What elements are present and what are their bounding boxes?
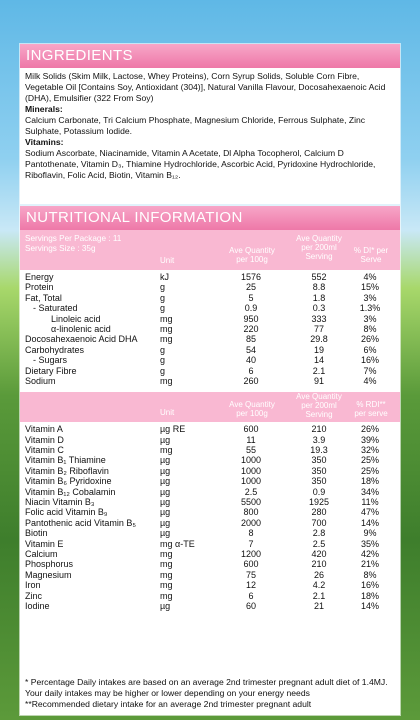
vitamin-row [20, 539, 400, 549]
nutrient-unit: µg [160, 600, 171, 611]
col-di-header: % DI* per Serve [353, 246, 389, 264]
nutrient-per-100g: 0.9 [244, 303, 258, 314]
nutrient-name: Folic acid Vitamin B₉ [25, 507, 108, 518]
col-per100-header: Ave Quantity per 100g [229, 246, 275, 264]
nutrient-row [20, 293, 400, 303]
nutrient-unit: kJ [160, 272, 169, 282]
nutrient-percent: 11% [361, 497, 379, 508]
nutrient-percent: 3% [363, 292, 377, 303]
vitamin-row [20, 507, 400, 517]
nutrient-percent: 34% [360, 486, 379, 497]
minerals-label: Minerals: [25, 104, 63, 114]
vitamin-row [20, 559, 400, 569]
vitamin-table [20, 424, 400, 611]
nutrient-unit: g [160, 303, 166, 314]
nutrient-unit: mg [160, 590, 173, 601]
nutrient-row [20, 334, 400, 344]
nutrient-per-serving: 14 [313, 355, 324, 366]
nutrient-name: Vitamin B₁₂ Cobalamin [25, 486, 116, 497]
nutrient-per-serving: 91 [313, 375, 324, 386]
nutrient-unit: mg [160, 580, 173, 591]
nutrient-table [20, 272, 400, 386]
nutrient-percent: 7% [363, 365, 377, 376]
vitamin-row [20, 601, 400, 611]
nutrient-per-100g: 600 [243, 559, 259, 570]
nutrient-per-serving: 210 [311, 424, 327, 435]
nutrient-unit: g [160, 282, 166, 293]
nutrient-per-100g: 85 [245, 334, 256, 345]
nutrient-name: Energy [25, 272, 54, 282]
nutrient-unit: mg [160, 323, 173, 334]
nutrient-row [20, 355, 400, 365]
col-serving-header: Ave Quantity per 200ml Serving [296, 234, 342, 261]
vitamin-header-row [20, 392, 400, 422]
nutrient-per-100g: 1000 [240, 455, 262, 466]
nutrient-percent: 35% [360, 538, 379, 549]
nutrient-per-serving: 0.3 [312, 303, 326, 314]
nutrient-name: Sodium [25, 375, 56, 386]
nutrient-percent: 14% [360, 517, 379, 528]
nutrition-heading: NUTRITIONAL INFORMATION [20, 206, 400, 230]
nutrient-per-serving: 2.5 [312, 538, 326, 549]
nutrient-per-serving: 19.3 [310, 445, 328, 456]
nutrient-name: Vitamin D [25, 434, 64, 445]
nutrient-name: Vitamin B₆ Pyridoxine [25, 476, 112, 487]
nutrient-name: Vitamin B₁ Thiamine [25, 455, 106, 466]
nutrient-per-100g: 1000 [240, 465, 262, 476]
nutrient-per-serving: 4.2 [312, 580, 326, 591]
nutrient-name: Vitamin C [25, 445, 64, 456]
nutrient-per-100g: 54 [245, 344, 256, 355]
nutrient-name: Pantothenic acid Vitamin B₅ [25, 517, 137, 528]
nutrient-per-serving: 333 [311, 313, 327, 324]
ingredients-body [20, 68, 400, 181]
nutrient-per-100g: 12 [245, 580, 256, 591]
vit-col-unit-header: Unit [160, 408, 175, 418]
serving-size: Servings Size : 35g [25, 244, 96, 253]
nutrient-per-serving: 21 [313, 600, 324, 611]
vitamin-row [20, 424, 400, 434]
col-unit-header: Unit [160, 256, 175, 265]
nutrient-name: Magnesium [25, 569, 72, 580]
vitamin-row [20, 570, 400, 580]
nutrient-per-100g: 600 [243, 424, 259, 435]
footnote-rdi: **Recommended dietary intake for an average 2nd trimester pregnant adult [25, 699, 312, 709]
nutrient-row [20, 345, 400, 355]
vitamin-row [20, 549, 400, 559]
nutrient-unit: mg [160, 445, 173, 456]
nutrient-per-serving: 2.1 [312, 365, 326, 376]
nutrient-per-100g: 2.5 [244, 486, 258, 497]
nutrient-per-serving: 420 [311, 548, 327, 559]
vitamin-row [20, 476, 400, 486]
nutrient-percent: 25% [360, 465, 379, 476]
nutrient-per-100g: 1576 [240, 272, 262, 282]
vit-col-per100-header: Ave Quantity per 100g [229, 400, 275, 419]
nutrient-name: - Sugars [33, 355, 68, 366]
nutrient-percent: 8% [363, 569, 377, 580]
nutrient-percent: 26% [360, 334, 379, 345]
nutrient-percent: 42% [360, 548, 379, 559]
nutrient-per-serving: 280 [311, 507, 327, 518]
vitamin-row [20, 518, 400, 528]
nutrient-percent: 16% [360, 580, 379, 591]
servings-per-package: Servings Per Package : 11 [25, 234, 122, 243]
nutrient-percent: 25% [360, 455, 379, 466]
nutrient-unit: µg [160, 476, 171, 487]
nutrient-name: Carbohydrates [25, 344, 85, 355]
nutrient-unit: µg [160, 507, 171, 518]
nutrient-name: Niacin Vitamin B₃ [25, 497, 95, 508]
nutrient-row [20, 282, 400, 292]
nutrient-unit: mg [160, 569, 173, 580]
vit-col-serving-header: Ave Quantity per 200ml Serving [296, 392, 342, 420]
nutrient-name: Vitamin E [25, 538, 64, 549]
nutrient-per-serving: 700 [311, 517, 327, 528]
nutrient-per-serving: 0.9 [312, 486, 326, 497]
nutrient-name: Calcium [25, 548, 58, 559]
nutrient-unit: µg [160, 528, 171, 539]
nutrient-per-serving: 8.8 [312, 282, 326, 293]
nutrient-per-100g: 60 [245, 600, 256, 611]
vitamins-label: Vitamins: [25, 137, 64, 147]
nutrient-unit: mg [160, 548, 173, 559]
nutrient-per-serving: 350 [311, 465, 327, 476]
serving-info [25, 234, 121, 254]
nutrient-per-100g: 40 [245, 355, 256, 366]
nutrient-name: - Saturated [33, 303, 78, 314]
nutrient-percent: 8% [363, 323, 377, 334]
nutrient-per-100g: 5500 [240, 497, 262, 508]
ingredients-main-text: Milk Solids (Skim Milk, Lactose, Whey Proteins), Corn Syrup Solids, Soluble Corn Fibre, Vegetable Oil [Contains Soy, Antioxidant (304)], Natural Vanilla Flavour, Docosahexaenoic Acid (DHA), Emulsifier (322 From Soy) [25, 71, 386, 103]
col-rdi-header: % RDI** per serve [354, 400, 388, 419]
nutrient-percent: 15% [360, 282, 379, 293]
nutrition-panel [20, 206, 400, 715]
ingredients-heading: INGREDIENTS [20, 44, 400, 68]
nutrient-per-serving: 350 [311, 476, 327, 487]
vitamin-row [20, 528, 400, 538]
nutrient-per-serving: 2.8 [312, 528, 326, 539]
vitamin-row [20, 445, 400, 455]
nutrient-per-serving: 350 [311, 455, 327, 466]
nutrient-unit: µg [160, 517, 171, 528]
nutrient-per-100g: 55 [245, 445, 256, 456]
nutrient-unit: g [160, 344, 166, 355]
nutrient-per-serving: 26 [313, 569, 324, 580]
vitamin-row [20, 455, 400, 465]
nutrient-percent: 4% [363, 375, 377, 386]
nutrient-name: Phosphorus [25, 559, 74, 570]
nutrient-unit: µg [160, 455, 171, 466]
nutrient-percent: 16% [360, 355, 379, 366]
nutrient-row [20, 272, 400, 282]
nutrient-percent: 39% [360, 434, 379, 445]
nutrient-name: Biotin [25, 528, 48, 539]
nutrient-name: Iron [25, 580, 41, 591]
nutrient-name: Zinc [25, 590, 43, 601]
nutrient-row [20, 366, 400, 376]
nutrient-unit: mg [160, 313, 173, 324]
vitamin-row [20, 466, 400, 476]
nutrient-per-100g: 8 [248, 528, 254, 539]
ingredients-panel [20, 44, 400, 204]
nutrient-name: Linoleic acid [51, 313, 101, 324]
nutrient-unit: µg [160, 486, 171, 497]
nutrient-row [20, 314, 400, 324]
nutrient-per-serving: 1925 [308, 497, 330, 508]
nutrient-unit: mg [160, 559, 173, 570]
nutrient-per-100g: 5 [248, 292, 254, 303]
nutrient-per-serving: 29.8 [310, 334, 328, 345]
nutrient-unit: mg α-TE [160, 538, 195, 549]
vitamin-row [20, 435, 400, 445]
nutrient-per-100g: 1200 [240, 548, 262, 559]
footnotes [25, 677, 394, 710]
nutrient-percent: 4% [363, 272, 377, 282]
footnote-di: * Percentage Daily intakes are based on an average 2nd trimester pregnant adult diet of 1.4MJ. Your daily intakes may be higher or lower depending on your energy needs [25, 677, 388, 698]
nutrient-name: Docosahexaenoic Acid DHA [25, 334, 138, 345]
nutrient-unit: mg [160, 375, 173, 386]
vitamin-row [20, 591, 400, 601]
nutrient-percent: 14% [360, 600, 379, 611]
nutrient-unit: g [160, 365, 166, 376]
nutrient-per-serving: 210 [311, 559, 327, 570]
nutrient-percent: 32% [360, 445, 379, 456]
nutrient-name: Dietary Fibre [25, 365, 77, 376]
nutrient-name: Vitamin B₂ Riboflavin [25, 465, 109, 476]
nutrient-name: Vitamin A [25, 424, 63, 435]
vitamin-row [20, 497, 400, 507]
vitamins-text: Sodium Ascorbate, Niacinamide, Vitamin A Acetate, Dl Alpha Tocopherol, Calcium D Pantothenate, Vitamin D₃, Thiamine Hydrochloride, Ascorbic Acid, Pyridoxine Hydrochloride, Riboflavin, Folic Acid, Biotin, Vitamin B₁₂. [25, 148, 376, 180]
nutrient-row [20, 303, 400, 313]
nutrient-unit: g [160, 292, 166, 303]
nutrient-per-100g: 11 [246, 434, 256, 445]
nutrient-per-100g: 220 [243, 323, 259, 334]
nutrient-per-100g: 260 [243, 375, 259, 386]
nutrient-per-serving: 3.9 [312, 434, 326, 445]
vitamin-row [20, 487, 400, 497]
nutrient-per-100g: 800 [243, 507, 259, 518]
nutrient-per-100g: 6 [248, 590, 254, 601]
nutrient-unit: mg [160, 334, 173, 345]
nutrient-percent: 9% [363, 528, 377, 539]
vitamin-row [20, 580, 400, 590]
nutrient-unit: g [160, 355, 166, 366]
nutrition-header-row [20, 230, 400, 270]
nutrient-percent: 21% [360, 559, 379, 570]
nutrient-name: Iodine [25, 600, 50, 611]
nutrient-per-100g: 75 [245, 569, 256, 580]
nutrient-percent: 18% [360, 590, 379, 601]
nutrient-per-100g: 25 [245, 282, 256, 293]
nutrient-percent: 3% [363, 313, 377, 324]
nutrient-unit: µg [160, 465, 171, 476]
nutrient-per-serving: 2.1 [312, 590, 326, 601]
nutrient-percent: 47% [360, 507, 379, 518]
nutrient-name: Fat, Total [25, 292, 62, 303]
nutrient-per-100g: 6 [248, 365, 254, 376]
nutrient-per-serving: 77 [313, 323, 324, 334]
nutrient-percent: 26% [360, 424, 379, 435]
nutrient-per-100g: 950 [243, 313, 259, 324]
nutrient-percent: 18% [360, 476, 379, 487]
nutrient-per-100g: 2000 [240, 517, 262, 528]
nutrient-unit: µg [160, 434, 171, 445]
nutrient-unit: µg RE [160, 424, 186, 435]
nutrient-percent: 1.3% [359, 303, 381, 314]
nutrient-per-100g: 7 [248, 538, 254, 549]
nutrient-per-serving: 1.8 [312, 292, 326, 303]
nutrient-per-serving: 19 [313, 344, 324, 355]
minerals-text: Calcium Carbonate, Tri Calcium Phosphate, Magnesium Chloride, Ferrous Sulphate, Zinc Sulphate, Potassium Iodide. [25, 115, 366, 136]
nutrient-name: Protein [25, 282, 54, 293]
nutrient-per-100g: 1000 [240, 476, 262, 487]
nutrient-percent: 6% [363, 344, 377, 355]
nutrient-per-serving: 552 [311, 272, 327, 282]
nutrient-name: α-linolenic acid [51, 323, 111, 334]
nutrient-unit: µg [160, 497, 171, 508]
nutrient-row [20, 376, 400, 386]
nutrient-row [20, 324, 400, 334]
